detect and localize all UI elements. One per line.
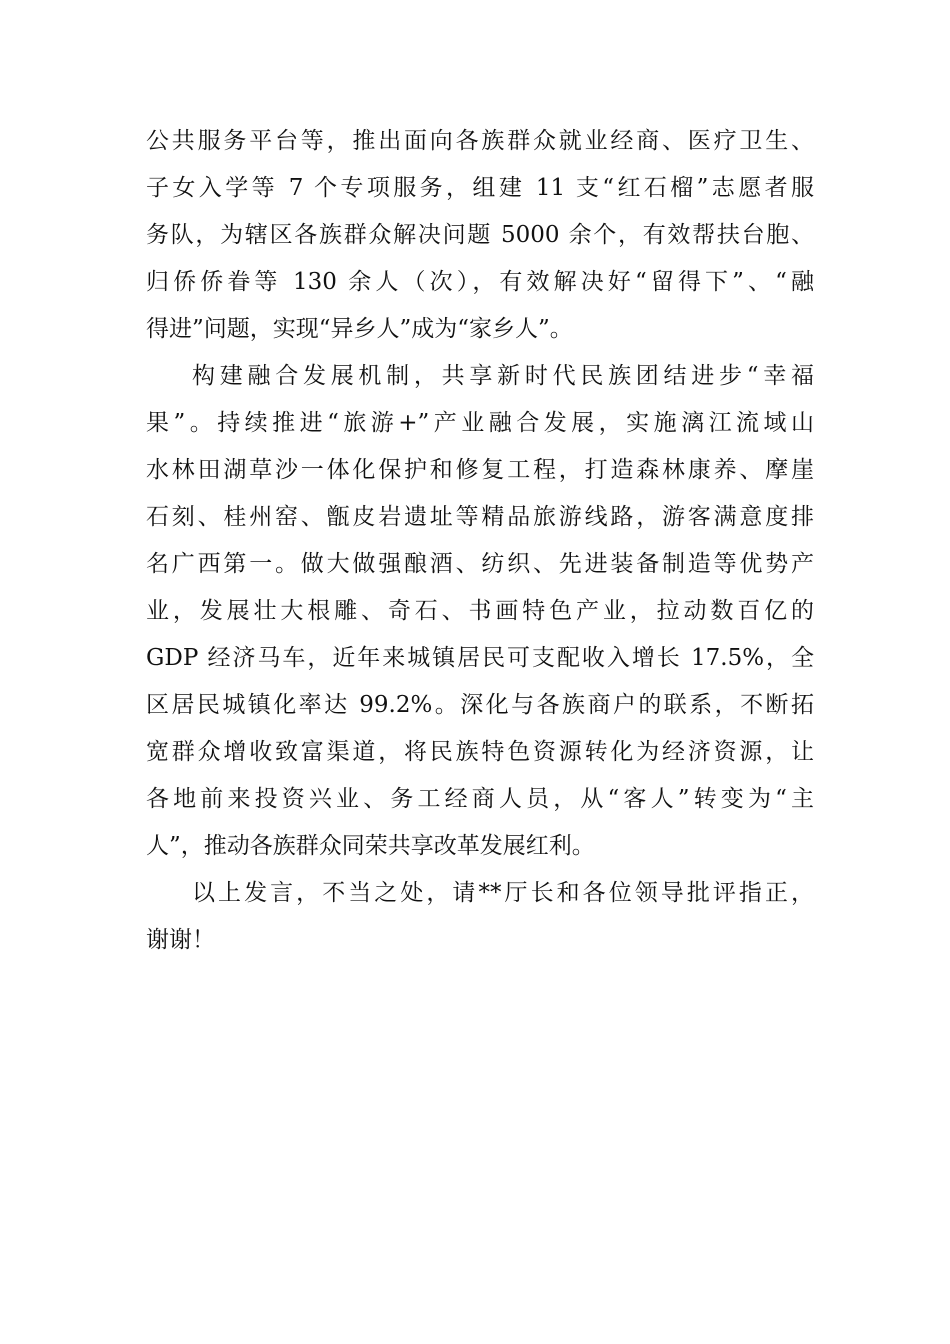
paragraph-1 <box>146 118 814 353</box>
paragraph-3 <box>146 870 814 964</box>
text-line: 得进”问题，实现“异乡人”成为“家乡人”。 <box>146 316 573 342</box>
text-line: 石刻、桂州窑、甑皮岩遗址等精品旅游线路，游客满意度排 <box>146 504 814 530</box>
text-line: 谢谢！ <box>146 927 215 953</box>
text-line: 宽群众增收致富渠道，将民族特色资源转化为经济资源，让 <box>146 739 814 765</box>
text-line: 务队，为辖区各族群众解决问题 5000 余个，有效帮扶台胞、 <box>146 222 814 248</box>
text-line: 人”，推动各族群众同荣共享改革发展红利。 <box>146 833 595 859</box>
text-line: 公共服务平台等，推出面向各族群众就业经商、医疗卫生、 <box>146 128 814 154</box>
text-line: 业，发展壮大根雕、奇石、书画特色产业，拉动数百亿的 <box>146 598 814 624</box>
text-line: 各地前来投资兴业、务工经商人员，从“客人”转变为“主 <box>146 786 814 812</box>
text-line: 名广西第一。做大做强酿酒、纺织、先进装备制造等优势产 <box>146 551 814 577</box>
document-body <box>146 118 814 964</box>
text-line: 子女入学等 7 个专项服务，组建 11 支“红石榴”志愿者服 <box>146 175 814 201</box>
text-line: 水林田湖草沙一体化保护和修复工程，打造森林康养、摩崖 <box>146 457 814 483</box>
text-line: 以上发言，不当之处，请**厅长和各位领导批评指正， <box>192 880 814 906</box>
text-line: 区居民城镇化率达 99.2%。深化与各族商户的联系，不断拓 <box>146 692 814 718</box>
text-line: 构建融合发展机制，共享新时代民族团结进步“幸福 <box>192 363 814 389</box>
text-line: 果”。持续推进“旅游+”产业融合发展，实施漓江流域山 <box>146 410 814 436</box>
paragraph-2 <box>146 353 814 870</box>
text-line: GDP 经济马车，近年来城镇居民可支配收入增长 17.5%，全 <box>146 645 814 671</box>
text-line: 归侨侨眷等 130 余人（次），有效解决好“留得下”、“融 <box>146 269 814 295</box>
